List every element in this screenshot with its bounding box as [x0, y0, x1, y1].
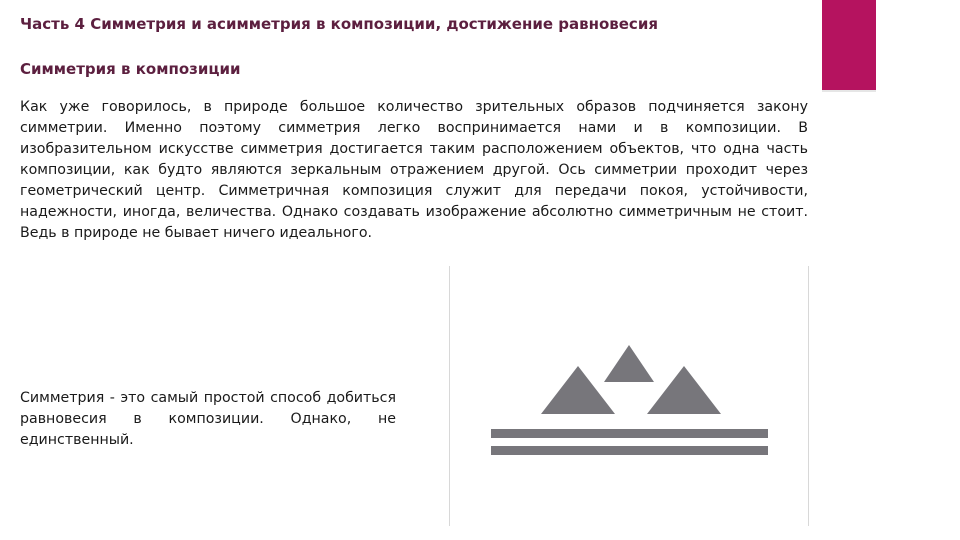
lower-line — [491, 446, 768, 455]
symmetry-illustration — [449, 266, 809, 526]
accent-bar — [822, 0, 876, 90]
paragraph-symmetry-balance: Симметрия - это самый простой способ добиться равновесия в композиции. Однако, не единственный. — [20, 390, 396, 448]
upper-line — [491, 429, 768, 438]
paragraph-symmetry-intro: Как уже говорилось, в природе большое количество зрительных образов подчиняется закону симметрии. Именно поэтому симметрия легко воспринимается нами и в композиции. В изобразительном искусстве симметрия достигается таким расположением объектов, что одна часть композиции, как будто являются зеркальным отражением другой. Ось симметрии проходит через геометрический центр. Симметричная композиция служит для передачи покоя, устойчивости, надежности, иногда, величества. Однако создавать изображение абсолютно симметричным не стоит. Ведь в природе не бывает ничего идеального. — [20, 99, 808, 241]
left-triangle — [541, 366, 615, 414]
small-top-triangle — [604, 345, 654, 382]
accent-divider — [822, 90, 876, 92]
right-triangle — [647, 366, 721, 414]
section-subtitle: Симметрия в композиции — [20, 60, 241, 78]
page-title: Часть 4 Симметрия и асимметрия в композиции, достижение равновесия — [20, 15, 658, 33]
triangles-and-lines-icon — [450, 266, 810, 526]
